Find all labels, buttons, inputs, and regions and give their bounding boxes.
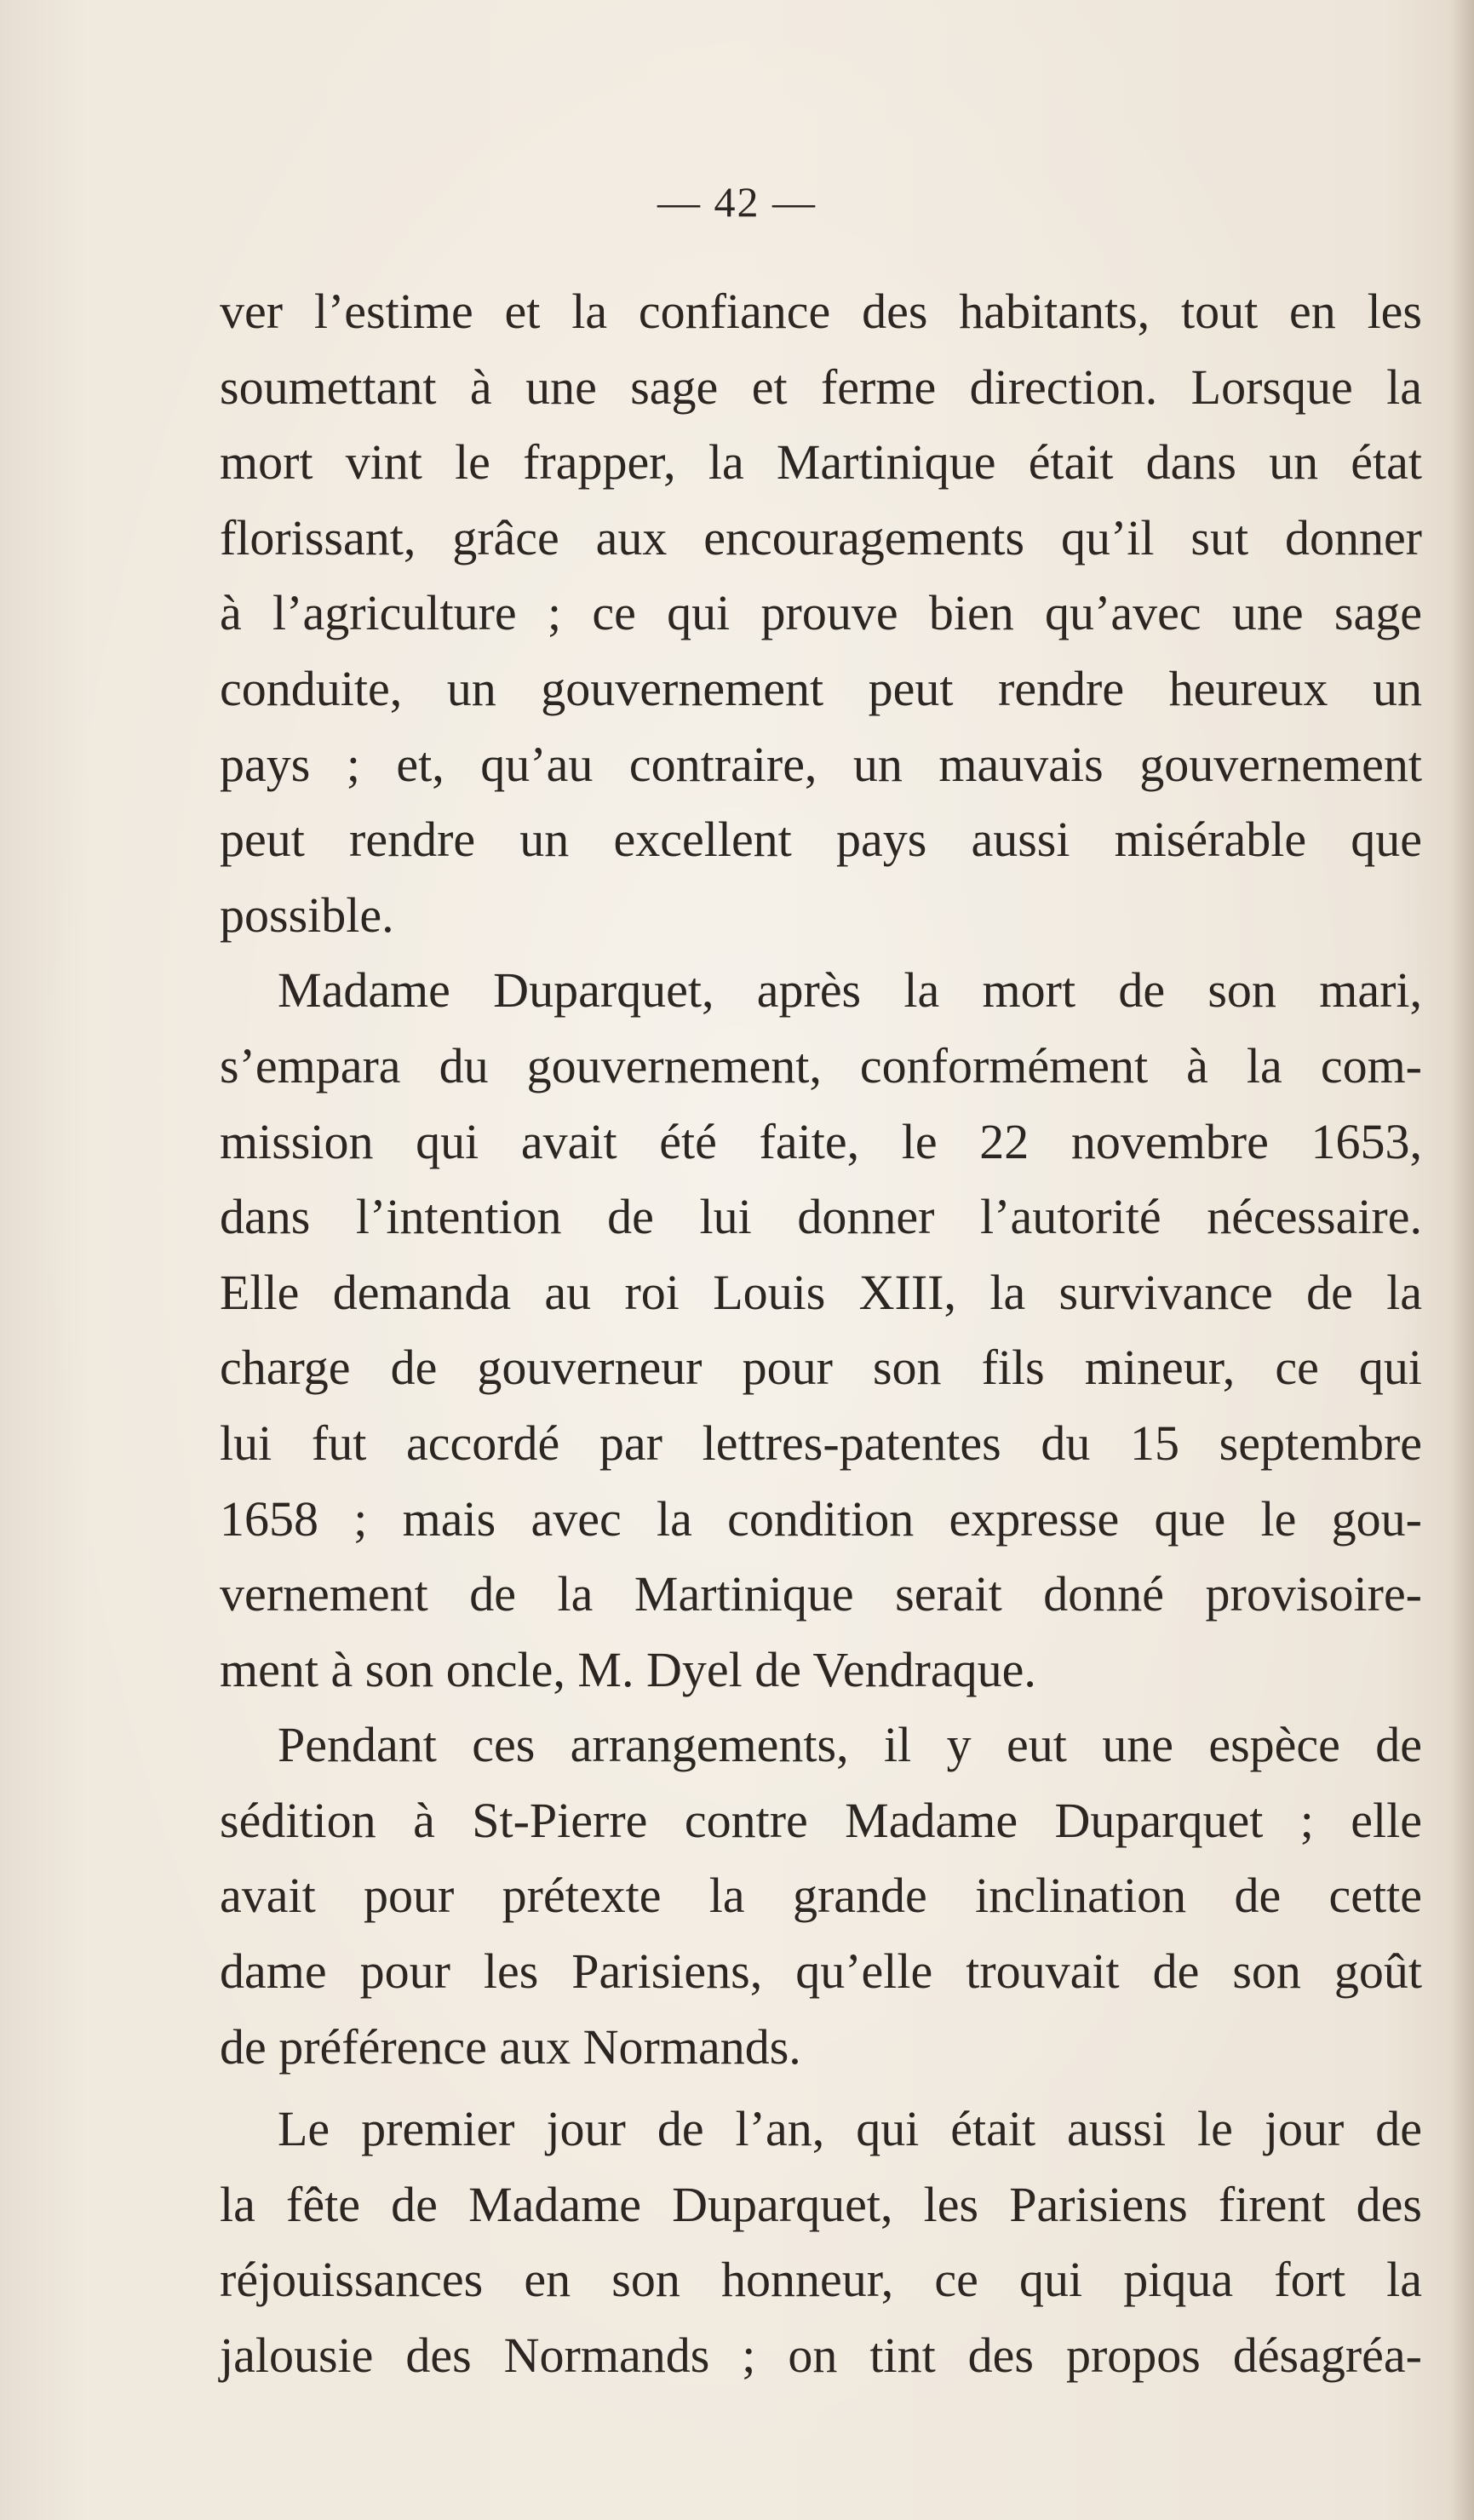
paragraph-2	[220, 953, 1422, 1708]
text-line: ver l’estime et la confiance des habitants, tout en les	[220, 284, 1422, 339]
page-number: — 42 —	[657, 178, 817, 226]
text-line: la fête de Madame Duparquet, les Parisiens firent des	[220, 2176, 1422, 2232]
text-line: soumettant à une sage et ferme direction. Lorsque la	[220, 359, 1422, 415]
text-line: Pendant ces arrangements, il y eut une espèce de	[278, 1717, 1422, 1773]
paragraph-3	[220, 1708, 1422, 2085]
text-line: peut rendre un excellent pays aussi misérable que	[220, 812, 1422, 868]
text-line: dame pour les Parisiens, qu’elle trouvait de son goût	[220, 1943, 1422, 2000]
text-line: sédition à St-Pierre contre Madame Duparquet ; elle	[220, 1792, 1422, 1848]
text-line: Elle demanda au roi Louis XIII, la survivance de la	[220, 1264, 1422, 1320]
text-line: conduite, un gouvernement peut rendre heureux un	[220, 660, 1422, 716]
page-edge-shadow	[1450, 0, 1474, 2520]
text-line: à l’agriculture ; ce qui prouve bien qu’avec une sage	[220, 585, 1422, 641]
text-line: 1658 ; mais avec la condition expresse que le gou-	[220, 1490, 1422, 1547]
text-line: dans l’intention de lui donner l’autorité nécessaire.	[220, 1189, 1422, 1245]
paragraph-1	[220, 274, 1422, 953]
body-text	[220, 274, 1422, 2394]
text-line: ment à son oncle, M. Dyel de Vendraque.	[220, 1641, 1036, 1697]
text-line: possible.	[220, 887, 394, 943]
text-line: s’empara du gouvernement, conformément à la com-	[220, 1037, 1422, 1094]
text-line: de préférence aux Normands.	[220, 2018, 801, 2075]
text-line: jalousie des Normands ; on tint des propos désagréa-	[220, 2328, 1422, 2384]
text-line: Le premier jour de l’an, qui était aussi le jour de	[278, 2101, 1422, 2157]
text-line: mission qui avait été faite, le 22 novembre 1653,	[220, 1113, 1422, 1169]
text-line: réjouissances en son honneur, ce qui piqua fort la	[220, 2252, 1422, 2308]
text-line: Madame Duparquet, après la mort de son mari,	[278, 962, 1422, 1019]
text-line: pays ; et, qu’au contraire, un mauvais gouvernement	[220, 736, 1422, 792]
text-line: charge de gouverneur pour son fils mineur, ce qui	[220, 1340, 1422, 1396]
paragraph-4	[220, 2092, 1422, 2393]
text-line: florissant, grâce aux encouragements qu’il sut donner	[220, 509, 1422, 565]
text-line: vernement de la Martinique serait donné provisoire-	[220, 1566, 1422, 1622]
text-line: lui fut accordé par lettres-patentes du 15 septembre	[220, 1415, 1422, 1471]
text-line: avait pour prétexte la grande inclination de cette	[220, 1868, 1422, 1924]
text-line: mort vint le frapper, la Martinique était dans un état	[220, 434, 1422, 491]
